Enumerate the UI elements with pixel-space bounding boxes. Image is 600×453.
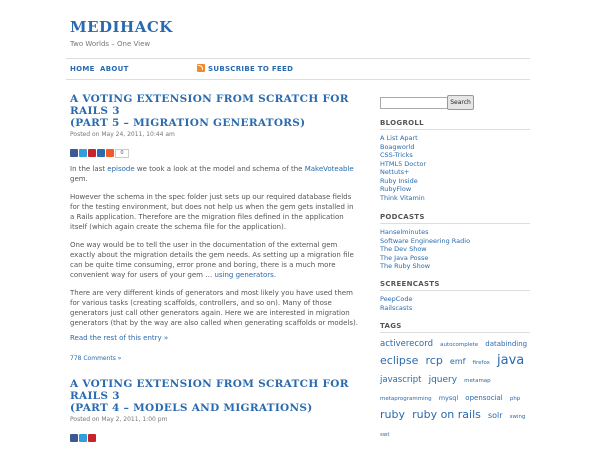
podcast-link[interactable]: Hanselminutes xyxy=(380,228,429,236)
tag-link[interactable]: autocomplete xyxy=(440,342,479,348)
blogroll-link[interactable]: RubyFlow xyxy=(380,185,412,193)
tag-link[interactable]: databinding xyxy=(485,340,528,348)
main-content xyxy=(70,93,360,423)
list-item xyxy=(380,168,426,177)
text: gem. xyxy=(70,175,88,183)
post-body xyxy=(70,164,360,328)
facebook-share-icon[interactable] xyxy=(70,149,78,157)
twitter-share-icon[interactable] xyxy=(79,149,87,157)
podcasts-title: PODCASTS xyxy=(380,213,530,224)
podcast-link[interactable]: The Dev Show xyxy=(380,245,427,253)
post-paragraph: There are very different kinds of generators and most likely you have used them for various tasks (creating scaffolds, controllers, and so on). Many of those generators just call other generators again. Here we are interested in migration generators (that by the way are also called when generating scaffolds or models). xyxy=(70,289,358,327)
pinterest-share-icon[interactable] xyxy=(88,434,96,442)
blogroll-link[interactable]: CSS-Tricks xyxy=(380,151,413,159)
tags-title: TAGS xyxy=(380,322,530,333)
text: In the last xyxy=(70,165,108,173)
facebook-share-icon[interactable] xyxy=(70,434,78,442)
blogroll-link[interactable]: A List Apart xyxy=(380,134,418,142)
list-item xyxy=(380,151,426,160)
post-meta: Posted on May 24, 2011, 10:44 am xyxy=(70,131,175,138)
list-item xyxy=(380,143,426,152)
post xyxy=(70,93,360,362)
list-item xyxy=(380,295,412,304)
post xyxy=(70,378,360,443)
post-title-line2[interactable]: (PART 5 – MIGRATION GENERATORS) xyxy=(70,117,306,129)
text: we took a look at the model and schema of the xyxy=(134,165,305,173)
podcasts-list xyxy=(380,228,470,271)
episode-link[interactable]: episode xyxy=(107,165,135,173)
tag-link[interactable]: rcp xyxy=(425,354,443,367)
blogroll-link[interactable]: Nettuts+ xyxy=(380,168,410,176)
text: . xyxy=(273,271,277,279)
comments-link[interactable]: 778 Comments » xyxy=(70,355,122,362)
list-item xyxy=(380,254,470,263)
podcast-link[interactable]: The Ruby Show xyxy=(380,262,431,270)
tag-link[interactable]: ruby xyxy=(380,408,405,421)
list-item xyxy=(380,262,470,271)
share-buttons xyxy=(70,434,360,443)
blogroll-title: BLOGROLL xyxy=(380,119,530,130)
screencast-link[interactable]: PeepCode xyxy=(380,295,413,303)
blogroll-link[interactable]: Boagworld xyxy=(380,142,415,151)
rss-icon[interactable] xyxy=(197,64,205,72)
post-title-line2[interactable]: (PART 4 – MODELS AND MIGRATIONS) xyxy=(70,402,313,414)
list-item xyxy=(380,160,426,169)
tag-link[interactable]: javascript xyxy=(380,375,422,385)
post-title[interactable] xyxy=(70,93,360,129)
post-paragraph xyxy=(70,164,360,184)
tag-link[interactable]: eclipse xyxy=(380,354,419,367)
tag-link[interactable]: mysql xyxy=(438,394,459,402)
linkedin-share-icon[interactable] xyxy=(97,149,105,157)
post-paragraph xyxy=(70,240,360,280)
main-nav xyxy=(66,58,530,80)
site-description: Two Worlds – One View xyxy=(70,40,151,48)
post-title[interactable] xyxy=(70,378,360,414)
screencasts-list xyxy=(380,295,412,312)
nav-home[interactable]: HOME xyxy=(70,65,95,73)
site-title[interactable]: MEDIHACK xyxy=(70,18,173,36)
nav-subscribe-feed[interactable]: SUBSCRIBE TO FEED xyxy=(208,65,294,73)
blogroll-link[interactable]: HTML5 Doctor xyxy=(380,159,427,168)
list-item xyxy=(380,304,412,313)
tag-link[interactable]: opensocial xyxy=(465,394,503,402)
tag-link[interactable]: firefox xyxy=(472,360,490,366)
pinterest-share-icon[interactable] xyxy=(88,149,96,157)
post-paragraph: However the schema in the spec folder just sets up our required database fields for the testing environment, but does not help us when the gem gets installed in a Rails application. Therefore are the migration files defined in the application itself (which again create the schema file for the application). xyxy=(70,193,354,231)
list-item xyxy=(380,194,426,203)
post-title-line1[interactable]: A VOTING EXTENSION FROM SCRATCH FOR RAILS 3 xyxy=(70,378,349,402)
nav-about[interactable]: ABOUT xyxy=(100,65,129,73)
tag-link[interactable]: swing xyxy=(509,414,526,420)
podcast-link[interactable]: The Java Posse xyxy=(380,253,429,262)
list-item xyxy=(380,245,470,254)
blogroll-link[interactable]: Think Vitamin xyxy=(380,193,425,202)
addthis-share-icon[interactable] xyxy=(106,149,114,157)
tag-link[interactable]: emf xyxy=(449,357,466,366)
search-input[interactable] xyxy=(380,97,448,109)
tag-link[interactable]: jquery xyxy=(428,375,458,385)
tag-cloud xyxy=(380,334,530,442)
tag-link[interactable]: java xyxy=(497,353,525,368)
generators-link[interactable]: using generators xyxy=(214,271,274,279)
tag-link[interactable]: solr xyxy=(487,411,503,420)
screencasts-title: SCREENCASTS xyxy=(380,280,530,291)
tag-link[interactable]: metaprogramming xyxy=(380,396,432,402)
tag-link[interactable]: metamap xyxy=(464,378,491,384)
podcast-link[interactable]: Software Engineering Radio xyxy=(380,236,471,245)
list-item xyxy=(380,237,470,246)
post-title-line1[interactable]: A VOTING EXTENSION FROM SCRATCH FOR RAILS 3 xyxy=(70,93,349,117)
post-meta: Posted on May 2, 2011, 1:00 pm xyxy=(70,416,168,423)
list-item xyxy=(380,185,426,194)
tag-link[interactable]: php xyxy=(509,396,521,402)
tag-link[interactable]: swt xyxy=(380,432,390,438)
list-item xyxy=(380,177,426,186)
blogroll-link[interactable]: Ruby Inside xyxy=(380,176,418,185)
share-count: 0 xyxy=(115,149,129,158)
read-more-link[interactable]: Read the rest of this entry » xyxy=(70,334,169,342)
search-button[interactable]: Search xyxy=(447,95,474,110)
text: One way would be to tell the user in the documentation of the external gem exactly about the migration details the gem needs. As setting up a migration file can be quite time consuming, error prone and boring, there is a much more convenient way for users of your gem … xyxy=(70,241,354,279)
twitter-share-icon[interactable] xyxy=(79,434,87,442)
screencast-link[interactable]: Railscasts xyxy=(380,303,413,312)
makevoteable-link[interactable]: MakeVoteable xyxy=(304,165,354,173)
tag-link[interactable]: ruby on rails xyxy=(412,408,481,421)
list-item xyxy=(380,228,470,237)
blogroll-list xyxy=(380,134,426,202)
share-buttons xyxy=(70,149,360,158)
list-item xyxy=(380,134,426,143)
tag-link[interactable]: activerecord xyxy=(380,339,433,349)
